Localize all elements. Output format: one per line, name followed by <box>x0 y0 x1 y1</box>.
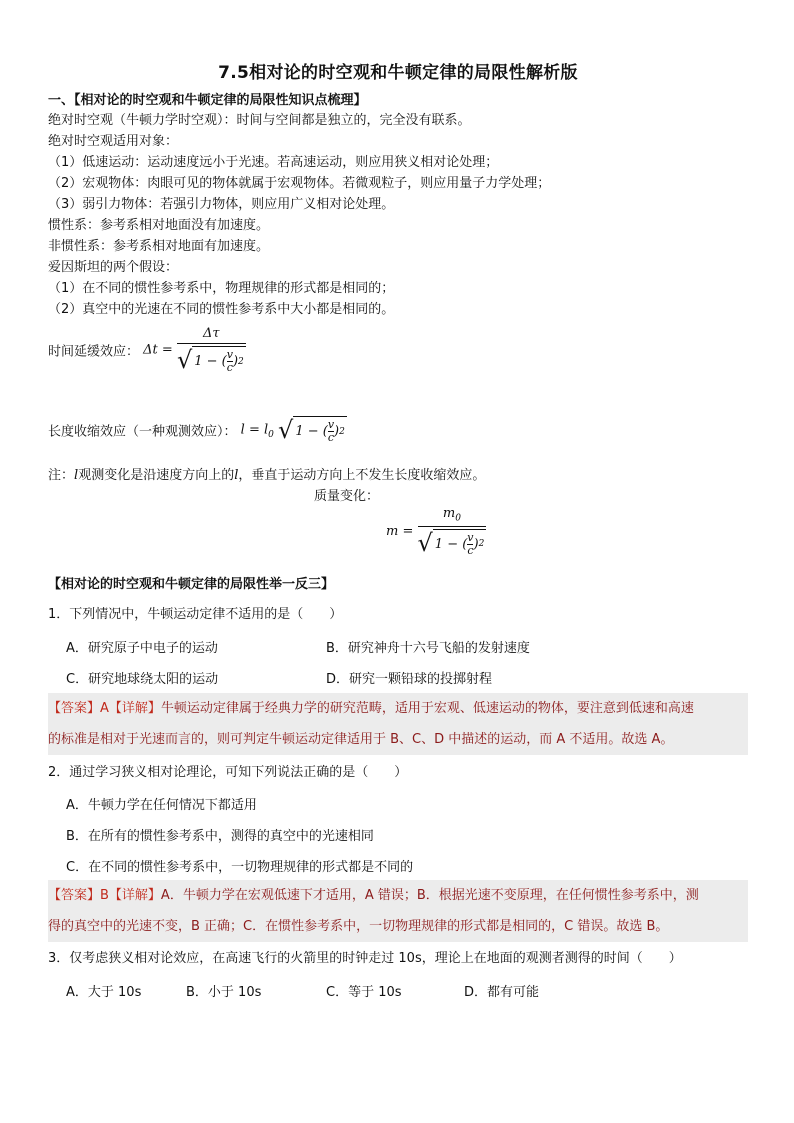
exponent: 2 <box>478 539 485 550</box>
question-2-stem: 2．通过学习狭义相对论理论，可知下列说法正确的是（ ） <box>48 765 408 780</box>
note-prefix: 注： <box>48 468 75 483</box>
formula-lhs: m = <box>386 523 414 539</box>
formula-denominator <box>177 343 246 374</box>
question-1-option-d: D．研究一颗铅球的投掷射程 <box>326 672 493 687</box>
c-var: c <box>467 543 474 557</box>
mass-formula <box>386 506 486 557</box>
radicand <box>293 416 347 444</box>
answer-text: A．牛顿力学在宏观低速下才适用，A 错误；B．根据光速不变原理，在任何惯性参考系中，测 <box>160 888 699 903</box>
text-line: （1）低速运动：运动速度远小于光速。若高速运动，则应用狭义相对论处理； <box>48 155 499 170</box>
text-line: （2）宏观物体：肉眼可见的物体就属于宏观物体。若微观粒子，则应用量子力学处理； <box>48 176 551 191</box>
radicand-one: 1 − ( <box>194 354 227 369</box>
time-fraction <box>177 326 246 374</box>
answer-text: 牛顿运动定律属于经典力学的研究范畴，适用于宏观、低速运动的物体，要注意到低速和高速 <box>160 701 694 716</box>
sqrt-symbol: √ 1 − ( $\frac{v}{c}$ ) 2 <box>417 528 485 557</box>
text-line: （1）在不同的惯性参考系中，物理规律的形式都是相同的； <box>48 281 395 296</box>
text-line: 非惯性系：参考系相对地面有加速度。 <box>48 239 270 254</box>
text-line: （3）弱引力物体：若强引力物体，则应用广义相对论处理。 <box>48 197 395 212</box>
question-2-option-c: C．在不同的惯性参考系中，一切物理规律的形式都是不同的 <box>66 860 414 875</box>
question-3-option-b: B．小于 10s <box>186 985 262 1000</box>
formula-lhs: Δt = <box>143 342 173 358</box>
sqrt-symbol: √ 1 − ( $\frac{v}{c}$ ) 2 <box>176 346 244 374</box>
v-var: v <box>327 418 335 431</box>
mass-label: 质量变化： <box>314 489 380 504</box>
v-var: v <box>226 348 233 361</box>
text-line: 绝对时空观适用对象： <box>48 134 179 149</box>
section-heading-knowledge: 一、【相对论的时空观和牛顿定律的局限性知识点梳理】 <box>48 93 367 108</box>
subscript: 0 <box>268 430 274 441</box>
paren-close: ) <box>232 354 239 369</box>
formula-denominator <box>418 526 487 557</box>
question-1-option-b: B．研究神舟十六号飞船的发射速度 <box>326 641 530 656</box>
question-3-option-d: D．都有可能 <box>464 985 540 1000</box>
text-line: 惯性系：参考系相对地面没有加速度。 <box>48 218 270 233</box>
formula-numerator: Δτ <box>203 326 220 341</box>
note-line <box>48 467 485 485</box>
time-dilation-formula <box>48 326 246 374</box>
question-2-answer <box>48 880 748 942</box>
page-title: 7.5相对论的时空观和牛顿定律的局限性解析版 <box>218 63 578 83</box>
answer-text: 得的真空中的光速不变，B 正确；C．在惯性参考系中，一切物理规律的形式都是相同的，C 错误。故选 B。 <box>48 919 669 934</box>
question-1-answer <box>48 693 748 755</box>
radicand <box>192 346 246 374</box>
question-3-stem: 3．仅考虑狭义相对论效应，在高速飞行的火箭里的时钟走过 10s，理论上在地面的观测者测得的时间（ ） <box>48 951 682 966</box>
exponent: 2 <box>238 356 244 367</box>
note-suffix: ，垂直于运动方向上不发生长度收缩效应。 <box>238 468 486 483</box>
section-heading-practice: 【相对论的时空观和牛顿定律的局限性举一反三】 <box>48 577 335 592</box>
question-2-option-a: A．牛顿力学在任何情况下都适用 <box>66 798 257 813</box>
radicand-one: 1 − ( <box>434 536 468 552</box>
text-line: 爱因斯坦的两个假设： <box>48 260 179 275</box>
c-var: c <box>226 361 233 374</box>
formula-label: 长度收缩效应（一种观测效应）： <box>48 424 237 440</box>
radicand-one: 1 − ( <box>295 424 328 439</box>
question-2-option-b: B．在所有的惯性参考系中，测得的真空中的光速相同 <box>66 829 374 844</box>
question-1-stem: 1．下列情况中，牛顿运动定律不适用的是（ ） <box>48 607 343 622</box>
exponent: 2 <box>339 426 345 437</box>
paren-close: ) <box>473 536 479 552</box>
formula-label: 时间延缓效应： <box>48 344 140 360</box>
answer-label: 【答案】B【详解】 <box>48 888 161 903</box>
m-var: m <box>442 506 456 521</box>
paren-close: ) <box>334 424 340 439</box>
text-line: 绝对时空观（牛顿力学时空观）：时间与空间都是独立的，完全没有联系。 <box>48 113 471 128</box>
answer-label: 【答案】A【详解】 <box>48 701 161 716</box>
formula-lhs: l = l <box>240 422 269 438</box>
question-3-option-a: A．大于 10s <box>66 985 142 1000</box>
length-contraction-formula <box>48 416 347 444</box>
note-mid: 观测变化是沿速度方向上的 <box>78 468 235 483</box>
var-l: l <box>74 468 79 483</box>
subscript: 0 <box>455 513 461 524</box>
v-var: v <box>467 530 474 544</box>
question-1-option-c: C．研究地球绕太阳的运动 <box>66 672 219 687</box>
question-3-option-c: C．等于 10s <box>326 985 402 1000</box>
formula-numerator <box>437 506 467 526</box>
question-1-option-a: A．研究原子中电子的运动 <box>66 641 218 656</box>
radicand <box>433 529 487 557</box>
sqrt-symbol: √ 1 − ( $\frac{v}{c}$ ) 2 <box>278 416 345 444</box>
mass-fraction <box>418 506 487 557</box>
c-var: c <box>327 431 334 444</box>
var-l: l <box>234 468 239 483</box>
answer-text: 的标准是相对于光速而言的，则可判定牛顿运动定律适用于 B、C、D 中描述的运动，而 A 不适用。故选 A。 <box>48 732 674 747</box>
text-line: （2）真空中的光速在不同的惯性参考系中大小都是相同的。 <box>48 302 395 317</box>
